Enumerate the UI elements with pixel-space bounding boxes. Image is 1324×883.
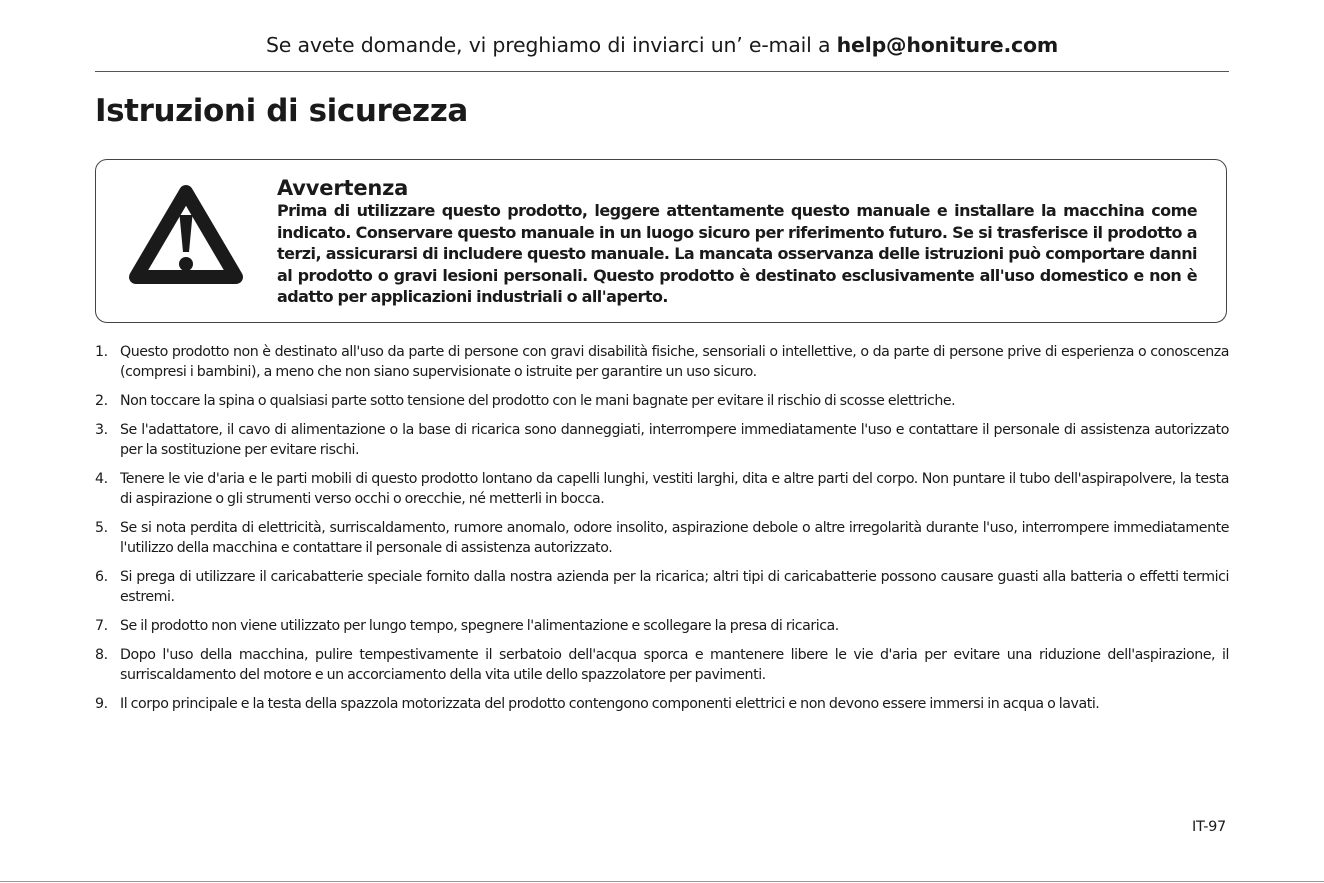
item-text: Questo prodotto non è destinato all'uso da parte di persone con gravi disabilità fisiche, sensoriali o intellettive, o da parte di persone prive di esperienza o conoscenza (compresi i bambini), a meno che non siano supervisionate o istruite per garantire un uso sicuro. xyxy=(120,344,1229,380)
item-number: 9. xyxy=(95,696,108,712)
support-email: help@honiture.com xyxy=(836,33,1059,57)
page-number: IT-97 xyxy=(1192,819,1226,835)
warning-body: Prima di utilizzare questo prodotto, leggere attentamente questo manuale e installare la macchina come indicato. Conservare questo manuale in un luogo sicuro per riferimento futuro. Se si trasferisce il prodotto a terzi, assicurarsi di includere questo manuale. La mancata osservanza delle istruzioni può comportare danni al prodotto o gravi lesioni personali. Questo prodotto è destinato esclusivamente all'uso domestico e non è adatto per applicazioni industriali o all'aperto. xyxy=(277,201,1197,306)
warning-text xyxy=(277,176,1197,308)
warning-box xyxy=(95,159,1227,323)
page-header xyxy=(95,33,1229,57)
list-item xyxy=(95,616,1229,636)
header-divider xyxy=(95,71,1229,72)
item-number: 5. xyxy=(95,520,108,536)
item-text: Il corpo principale e la testa della spazzola motorizzata del prodotto contengono componenti elettrici e non devono essere immersi in acqua o lavati. xyxy=(120,696,1100,712)
item-text: Tenere le vie d'aria e le parti mobili di questo prodotto lontano da capelli lunghi, vestiti larghi, dita e altre parti del corpo. Non puntare il tubo dell'aspirapolvere, la testa di aspirazione o gli strumenti verso occhi o orecchie, né metterli in bocca. xyxy=(120,471,1229,507)
page-title: Istruzioni di sicurezza xyxy=(95,93,468,129)
item-number: 2. xyxy=(95,393,108,409)
list-item xyxy=(95,645,1229,685)
item-text: Se l'adattatore, il cavo di alimentazione o la base di ricarica sono danneggiati, interrompere immediatamente l'uso e contattare il personale di assistenza autorizzato per la sostituzione per evitare rischi. xyxy=(120,422,1229,458)
warning-title: Avvertenza xyxy=(277,176,409,200)
list-item xyxy=(95,469,1229,509)
list-item xyxy=(95,420,1229,460)
header-text: Se avete domande, vi preghiamo di inviarci un’ e-mail a xyxy=(265,33,831,57)
item-text: Dopo l'uso della macchina, pulire tempestivamente il serbatoio dell'acqua sporca e mantenere libere le vie d'aria per evitare una riduzione dell'aspirazione, il surriscaldamento del motore e un accorciamento della vita utile dello spazzolatore per pavimenti. xyxy=(120,647,1229,683)
safety-instructions-list xyxy=(95,342,1229,723)
warning-triangle-icon xyxy=(126,180,246,286)
list-item xyxy=(95,567,1229,607)
item-text: Se il prodotto non viene utilizzato per lungo tempo, spegnere l'alimentazione e scollegare la presa di ricarica. xyxy=(120,618,839,634)
item-text: Si prega di utilizzare il caricabatterie speciale fornito dalla nostra azienda per la ricarica; altri tipi di caricabatterie possono causare guasti alla batteria o effetti termici estremi. xyxy=(120,569,1229,605)
list-item xyxy=(95,342,1229,382)
item-text: Se si nota perdita di elettricità, surriscaldamento, rumore anomalo, odore insolito, aspirazione debole o altre irregolarità durante l'uso, interrompere immediatamente l'utilizzo della macchina e contattare il personale di assistenza autorizzato. xyxy=(120,520,1229,556)
item-number: 6. xyxy=(95,569,108,585)
item-text: Non toccare la spina o qualsiasi parte sotto tensione del prodotto con le mani bagnate per evitare il rischio di scosse elettriche. xyxy=(120,393,956,409)
item-number: 7. xyxy=(95,618,108,634)
item-number: 1. xyxy=(95,344,108,360)
item-number: 3. xyxy=(95,422,108,438)
bottom-divider xyxy=(0,881,1324,882)
list-item xyxy=(95,518,1229,558)
item-number: 8. xyxy=(95,647,108,663)
item-number: 4. xyxy=(95,471,108,487)
list-item xyxy=(95,391,1229,411)
list-item xyxy=(95,694,1229,714)
